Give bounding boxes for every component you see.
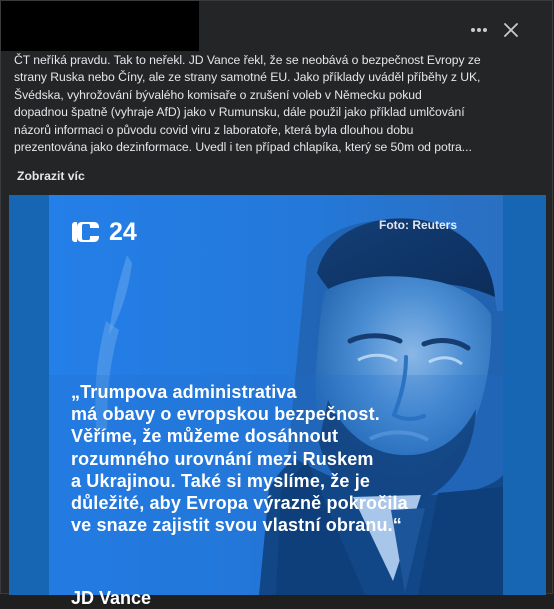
post-image[interactable] (9, 195, 546, 608)
see-more-link[interactable]: Zobrazit víc (17, 169, 85, 183)
ct-logo-icon (69, 218, 103, 246)
post-text (14, 52, 539, 156)
redacted-author-area (1, 1, 199, 51)
post-text-line: ČT neříká pravdu. Tak to neřekl. JD Vance řekl, že se neobává o bezpečnost Evropy ze (14, 53, 481, 67)
photo-credit: Foto: Reuters (379, 218, 457, 232)
quote-line: „Trumpova administrativa (71, 382, 297, 402)
more-options-button[interactable] (465, 16, 493, 44)
post-text-line: strany Ruska nebo Číny, ale ze strany samotné EU. Jako příklady uváděl příběhy z UK, (14, 70, 481, 85)
close-button[interactable] (497, 16, 525, 44)
quote-line: rozumného urovnání mezi Ruskem (71, 448, 374, 469)
more-horizontal-icon (470, 27, 488, 33)
quote-line: má obavy o evropskou bezpečnost. (71, 404, 380, 425)
quote-line: Věříme, že můžeme dosáhnout (71, 426, 339, 447)
quote-author: JD Vance (71, 588, 152, 608)
post-text-line: dopadnou špatně (vyhraje AfD) jako v Rumunsku, dále použil jako příklad umlčování (14, 105, 465, 120)
channel-number: 24 (109, 217, 137, 246)
ct24-logo (69, 218, 137, 246)
post-text-line: názorů informaci o původu covid viru z laboratoře, která byla dlouhou dobu (14, 122, 414, 137)
quote-line: a Ukrajinou. Také si myslíme, že je (71, 470, 371, 491)
post-text-line: Švédska, vyhrožování bývalého komisaře o zrušení voleb v Německu pokud (14, 87, 422, 102)
post-header (1, 1, 554, 53)
quote-text (71, 381, 491, 536)
post-text-line: prezentována jako dezinformace. Uvedl i ten případ chlapíka, který se 50m od potra... (14, 140, 472, 155)
close-icon (503, 22, 519, 38)
quote-line: důležité, aby Evropa výrazně pokročila (71, 493, 408, 514)
news-quote-card (49, 195, 503, 608)
quote-line: ve snaze zajistit svou vlastní obranu.“ (71, 515, 402, 536)
